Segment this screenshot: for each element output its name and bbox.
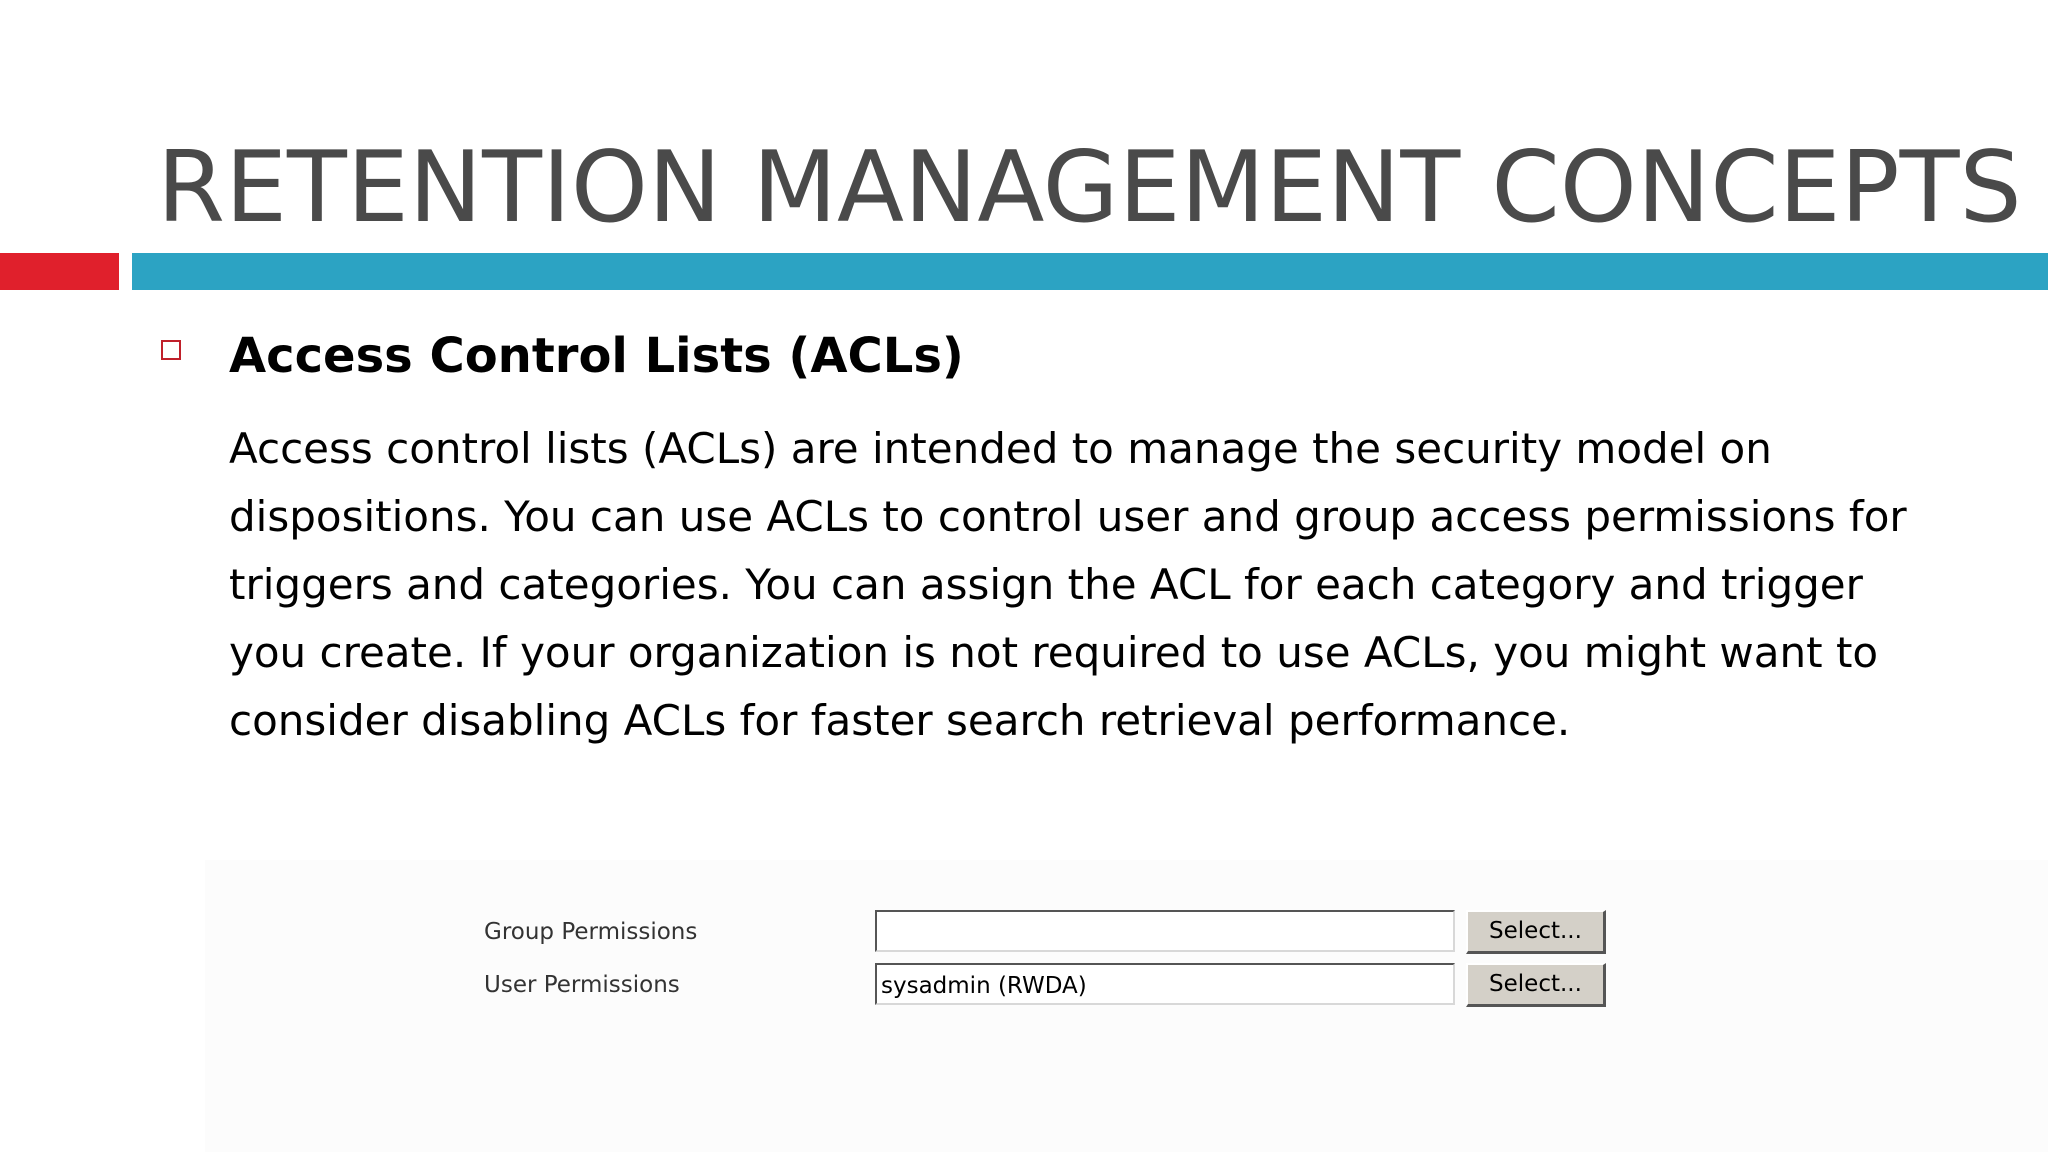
group-permissions-input[interactable] — [875, 910, 1455, 952]
title-accent-bar-blue — [132, 253, 2048, 290]
bullet-body-text: Access control lists (ACLs) are intended to manage the security model on dispositions. You can use ACLs to control user and group access permissions for triggers and categories. You can assign the ACL for each category and trigger you create. If your organization is not required to use ACLs, you might want to consider disabling ACLs for faster search retrieval performance. — [229, 424, 1907, 745]
embedded-permissions-form — [205, 860, 2048, 1152]
user-permissions-select-button[interactable]: Select... — [1466, 963, 1606, 1007]
hollow-square-bullet-icon — [161, 340, 181, 360]
title-accent-bar-red — [0, 253, 119, 290]
bullet-heading: Access Control Lists (ACLs) — [229, 328, 964, 384]
group-permissions-label: Group Permissions — [484, 919, 698, 945]
user-permissions-row — [205, 963, 2048, 1007]
group-permissions-select-button[interactable]: Select... — [1466, 910, 1606, 954]
group-permissions-row — [205, 910, 2048, 954]
user-permissions-input[interactable]: sysadmin (RWDA) — [875, 963, 1455, 1005]
user-permissions-label: User Permissions — [484, 972, 680, 998]
slide-title: RETENTION MANAGEMENT CONCEPTS — [157, 131, 2022, 245]
